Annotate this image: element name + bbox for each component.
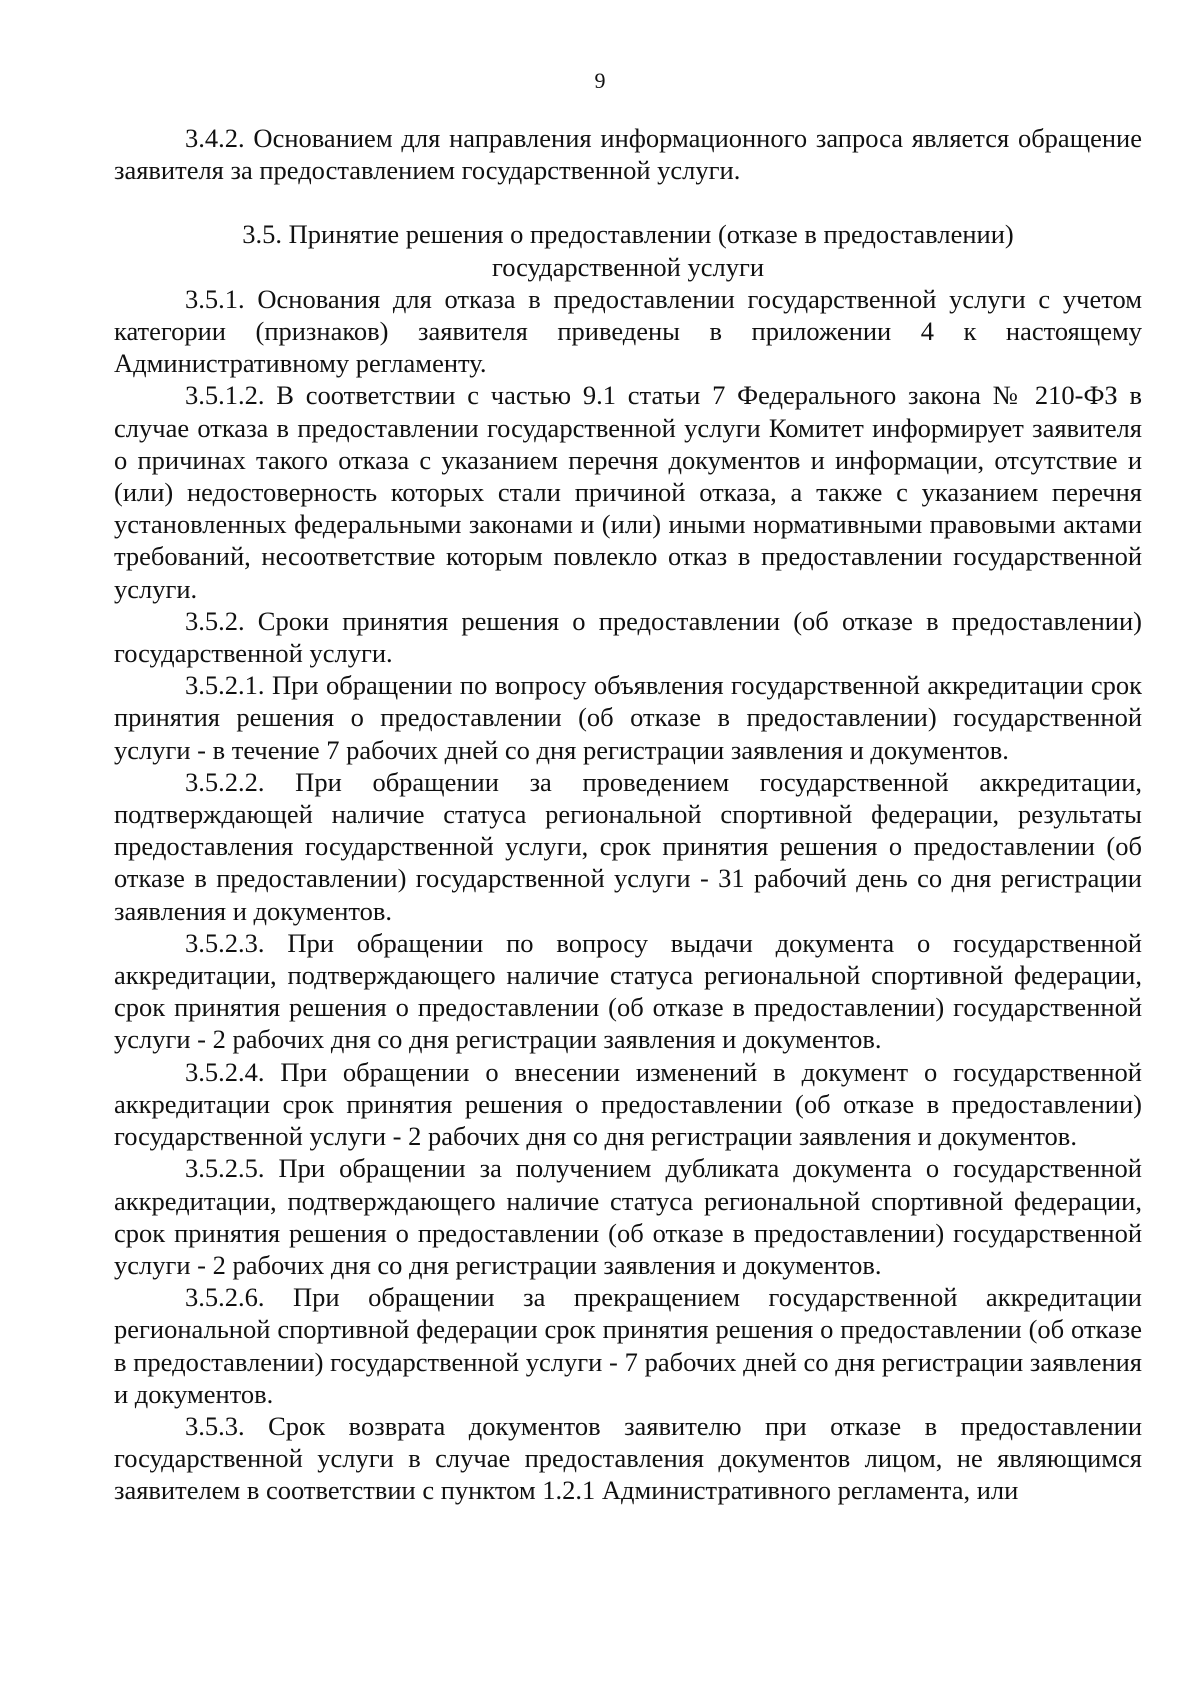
section-title-line-2: государственной услуги xyxy=(491,251,765,282)
paragraph-3-5-2-6: 3.5.2.6. При обращении за прекращением государственной аккредитации региональной спортивной федерации срок принятия решения о предоставлении (об отказе в предоставлении) государственной услуги - 7 рабочих дней со дня регистрации заявления и документов. xyxy=(114,1282,1142,1409)
paragraph-3-5-2-5: 3.5.2.5. При обращении за получением дубликата документа о государственной аккредитации, подтверждающего наличие статуса региональной спортивной федерации, срок принятия решения о предоставлении (об отказе в предоставлении) государственной услуги - 2 рабочих дня со дня регистрации заявления и документов. xyxy=(114,1153,1142,1280)
document-body xyxy=(114,122,1142,1507)
paragraph-3-5-3: 3.5.3. Срок возврата документов заявителю при отказе в предоставлении государственной услуги в случае предоставления документов лицом, не являющимся заявителем в соответствии с пунктом 1.2.1 Административного регламента, или xyxy=(114,1410,1142,1506)
paragraph-3-5-2: 3.5.2. Сроки принятия решения о предоставлении (об отказе в предоставлении) государственной услуги. xyxy=(114,605,1142,669)
paragraph-3-5-2-3: 3.5.2.3. При обращении по вопросу выдачи документа о государственной аккредитации, подтверждающего наличие статуса региональной спортивной федерации, срок принятия решения о предоставлении (об отказе в предоставлении) государственной услуги - 2 рабочих дня со дня регистрации заявления и документов. xyxy=(114,927,1142,1055)
paragraph-3-5-2-1: 3.5.2.1. При обращении по вопросу объявления государственной аккредитации срок принятия решения о предоставлении (об отказе в предоставлении) государственной услуги - в течение 7 рабочих дней со дня регистрации заявления и документов. xyxy=(114,670,1142,765)
paragraph-3-4-2: 3.4.2. Основанием для направления информационного запроса является обращение заявителя за предоставлением государственной услуги. xyxy=(114,123,1142,186)
paragraph-3-5-1-2: 3.5.1.2. В соответствии с частью 9.1 статьи 7 Федерального закона № 210-ФЗ в случае отказа в предоставлении государственной услуги Комитет информирует заявителя о причинах такого отказа с указанием перечня документов и информации, отсутствие и (или) недостоверность которых стали причиной отказа, а также с указанием перечня установленных федеральными законами и (или) иными нормативными правовыми актами требований, несоответствие которым повлекло отказ в предоставлении государственной услуги. xyxy=(114,380,1142,604)
paragraph-3-5-2-2: 3.5.2.2. При обращении за проведением государственной аккредитации, подтверждающей наличие статуса региональной спортивной федерации, результаты предоставления государственной услуги, срок принятия решения о предоставлении (об отказе в предоставлении) государственной услуги - 31 рабочий день со дня регистрации заявления и документов. xyxy=(114,766,1142,926)
page-number: 9 xyxy=(594,68,606,93)
section-title xyxy=(114,218,1142,282)
section-title-line-1: 3.5. Принятие решения о предоставлении (отказе в предоставлении) xyxy=(242,219,1014,250)
paragraph-3-5-2-4: 3.5.2.4. При обращении о внесении изменений в документ о государственной аккредитации срок принятия решения о предоставлении (об отказе в предоставлении) государственной услуги - 2 рабочих дня со дня регистрации заявления и документов. xyxy=(114,1056,1142,1152)
paragraph-3-5-1: 3.5.1. Основания для отказа в предоставлении государственной услуги с учетом категории (признаков) заявителя приведены в приложении 4 к настоящему Административному регламенту. xyxy=(114,283,1142,379)
